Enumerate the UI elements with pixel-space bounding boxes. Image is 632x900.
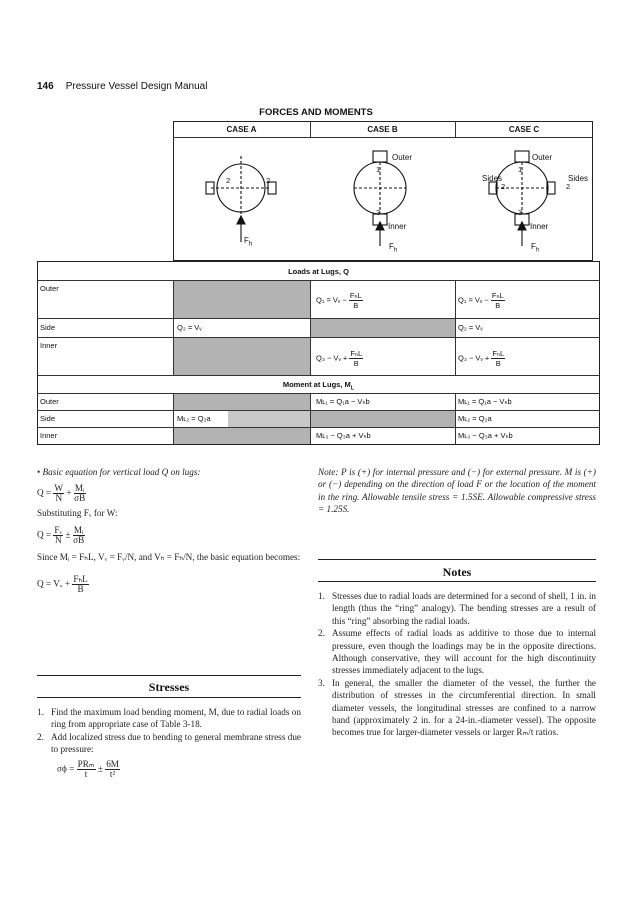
case-a-label: CASE A [226,125,257,134]
load-inner-b: Q₃ − Vᵥ + $\frac{\text{FₕL}}{B}$ [316,349,363,368]
page-number: 146 [37,81,54,92]
shade-inner-a [173,338,310,375]
lbl-b-inner: Inner [388,222,407,231]
loads-heading: Loads at Lugs, Q [288,267,349,276]
stresses-steps [37,706,301,779]
row-inner-label: Inner [40,341,58,350]
note-paragraph: Note: P is (+) for internal pressure and (−) for external pressure. M is (+) or (−) depending on the direction of load F or the location of the moment in the ring. Allowable tensile stress = 1.5SE. Allowable compressive stress = 1.25S. [318,467,596,515]
shade-moment-inner-a [173,428,310,444]
lbl-b-1: 1 [376,165,381,174]
case-b-label: CASE B [367,125,398,134]
case-c-label: CASE C [508,125,540,134]
substitution-line: Substituting Fᵥ for W: [37,508,118,519]
row-side-label: Side [40,323,56,332]
step-1: 1. Find the maximum load bending moment, M, due to radial loads on ring from appropriate case of Table 3-18. [37,707,301,730]
moment-heading: Moment at Lugs, $M_L$ [282,380,355,392]
moment-inner-c: Mʟ₃ − Q₃a + Vₕb [458,431,513,440]
note-2: 2. Assume effects of radial loads as additive to those due to internal pressure, even though the loadings may be in the opposite directions. Although conservative, they will account for the high discontinuity stresses immediately adjacent to the lugs. [318,628,596,676]
lbl-a-2l: 2 [226,176,231,185]
lbl-c-2r: 2 [566,182,571,191]
m-row-inner-label: Inner [40,431,58,440]
moment-outer-c: Mʟ₁ = Q₁a − Vₕb [458,397,512,406]
shade-moment-side-b [311,411,455,427]
equation-3: Q = Vᵥ + $\frac{\text{FₕL}}{B}$ [37,574,88,595]
note-3: 3. In general, the smaller the diameter of the vessel, the further the distribution of stresses in the circumferential direction. In small diameter vessels, the longitudinal stresses are confined to a narrow band (approximately 2 in. for a 24-in.-diameter vessel). The opposite becomes true for larger-diameter vessels or larger Rₘ/t ratios. [318,677,596,738]
shade-outer-a [173,281,310,318]
shade-moment-side-a-tail [228,411,310,427]
lbl-c-inner: Inner [530,222,549,231]
lbl-a-2r: 2 [266,176,271,185]
step-2: 2. Add localized stress due to bending to general membrane stress due to pressure: [37,731,301,755]
moment-outer-b: Mʟ₁ = Q₁a − Vₕb [316,397,370,406]
notes-list [318,590,596,739]
running-title: Pressure Vessel Design Manual [65,81,208,92]
lbl-c-1: 1 [518,165,523,174]
lbl-c-outer: Outer [532,153,553,162]
case-a-diagram [206,156,276,242]
m-row-side-label: Side [40,414,56,423]
intro-line: • Basic equation for vertical load Q on lugs: [37,467,201,477]
lbl-b-3: 3 [376,208,381,217]
stresses-heading: Stresses [148,680,190,694]
equation-1: Q = $\frac{W}{N}$ + $\frac{\text{Mᵢ}}{\sigma B}$ [37,483,86,504]
note-1: 1. Stresses due to radial loads are determined for a second of shell, 1 in. in length (thus the “ring” analogy). The bending stresses are a result of this “ring” absorbing the radial loads. [318,591,596,626]
left-column [37,466,301,594]
moment-inner-b: Mʟ₃ − Q₃a + Vₕb [316,431,371,440]
moment-side-c: Mʟ₂ = Q₂a [458,414,492,423]
m-row-outer-label: Outer [40,397,59,406]
lug-top [373,151,387,162]
shade-moment-outer-a [173,394,310,410]
row-outer-label: Outer [40,284,59,293]
load-outer-c: Q₁ = Vᵥ − $\frac{\text{FₕL}}{B}$ [458,291,504,310]
lbl-c-3: 3 [518,208,523,217]
load-inner-c: Q₃ − Vᵥ + $\frac{\text{FₕL}}{B}$ [458,349,505,368]
lbl-c-2l: 2 [501,182,506,191]
lbl-c-sides-r: Sides [568,174,589,183]
running-header [37,81,207,92]
notes-heading: Notes [442,565,472,579]
equation-4: σϕ = $\frac{\text{PRₘ}}{t}$ ± $\frac{6M}{\text{t²}}$ [57,758,119,779]
lbl-c-sides-l: Sides [482,174,503,183]
load-side-a: Q₂ = Vᵥ [177,323,202,332]
figure-title: FORCES AND MOMENTS [259,107,373,118]
case-diagrams [173,138,593,260]
lbl-b-force: $F_h$ [389,242,398,254]
lbl-b-outer: Outer [392,153,413,162]
moment-side-a: Mʟ₂ = Q₂a [177,414,211,423]
shade-side-b [311,319,455,337]
load-outer-b: Q₁ = Vᵥ − $\frac{\text{FₕL}}{B}$ [316,291,362,310]
since-paragraph: Since Mᵢ = FₕL, Vᵥ = Fᵥ/N, and Vₕ = Fₕ/N, the basic equation becomes: [37,551,301,562]
lbl-a-force: $F_h$ [244,236,253,248]
load-side-c: Q₂ = Vᵥ [458,323,483,332]
equation-2: Q = $\frac{\text{Fᵥ}}{N}$ ± $\frac{\text{Mᵢ}}{\sigma B}$ [37,524,85,545]
lbl-c-force: $F_h$ [531,242,540,254]
